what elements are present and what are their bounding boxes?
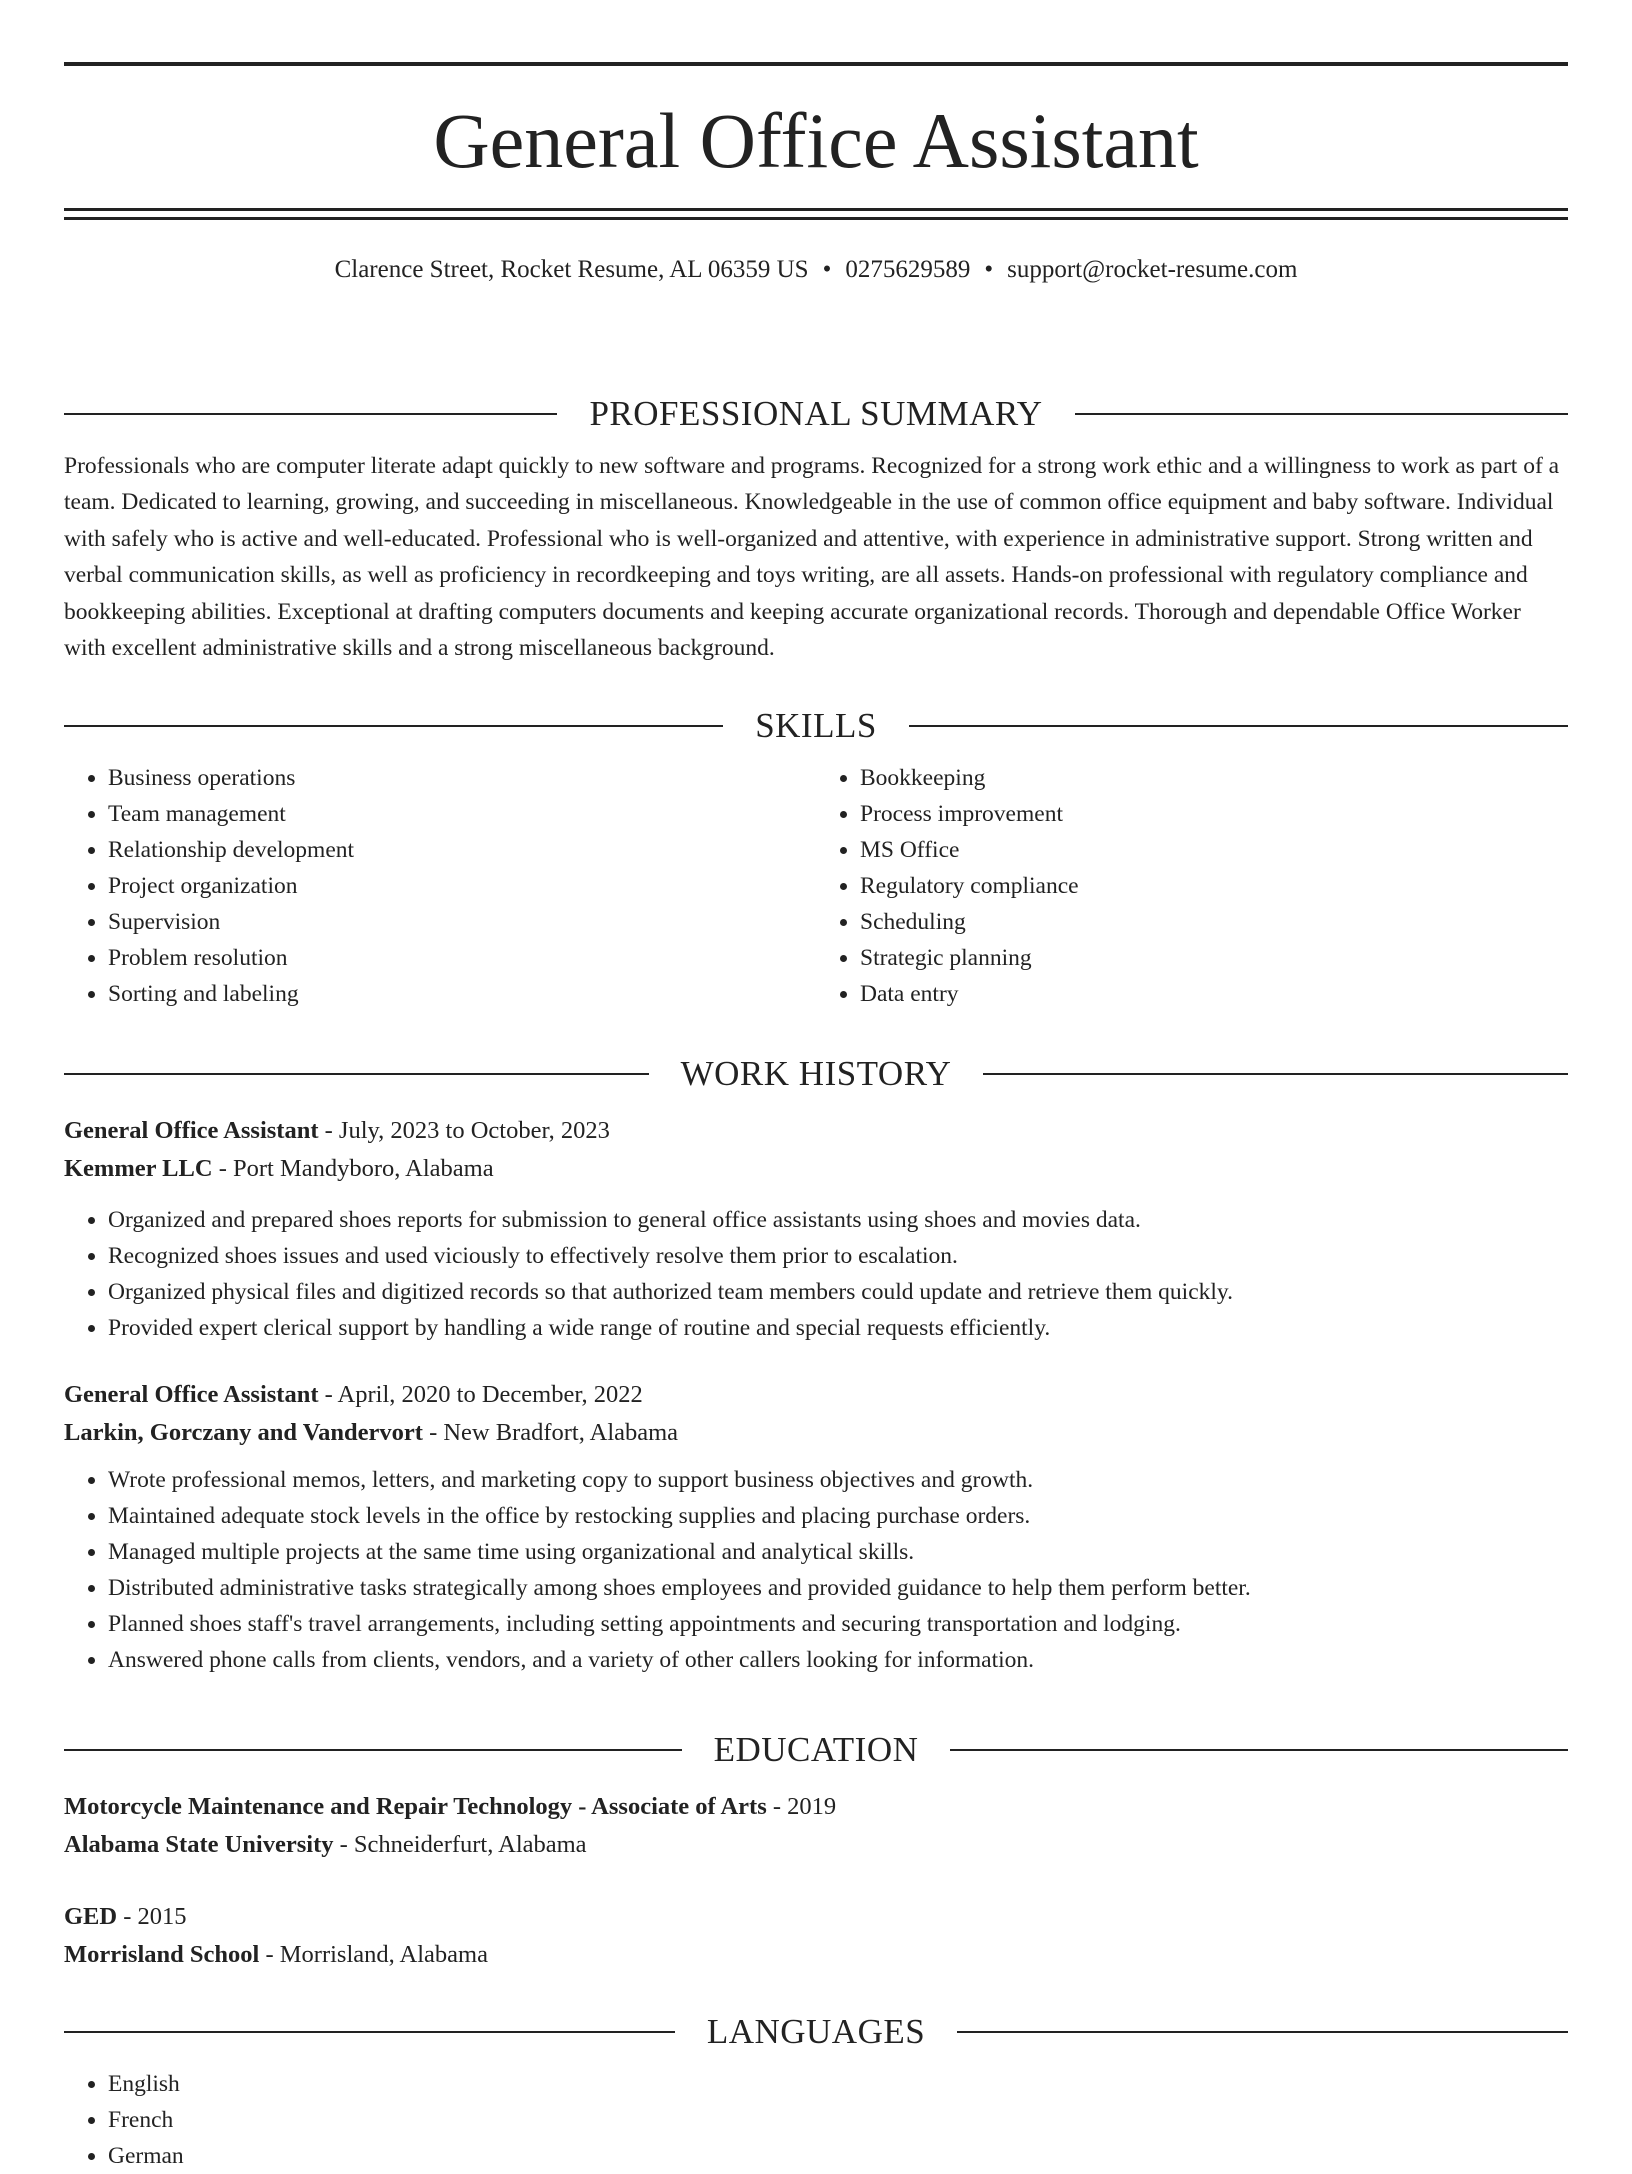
job-title-line — [64, 1376, 1568, 1414]
job-company: Larkin, Gorczany and Vandervort — [64, 1419, 423, 1446]
section-heading-summary: PROFESSIONAL SUMMARY — [64, 394, 1568, 434]
skills-list-left — [64, 760, 816, 1012]
job-company: Kemmer LLC — [64, 1155, 213, 1182]
list-item: • MS Office — [860, 832, 1568, 868]
work-history-section — [64, 1054, 1568, 1678]
education-degree-line — [64, 1788, 1568, 1826]
resume-title: General Office Assistant — [433, 97, 1199, 184]
list-item: • Problem resolution — [108, 940, 816, 976]
job-location: - Port Mandyboro, Alabama — [212, 1155, 494, 1182]
job-dates: - July, 2023 to October, 2023 — [318, 1117, 610, 1144]
contact-email[interactable]: support@rocket-resume.com — [1007, 256, 1298, 283]
languages-section — [64, 2012, 1568, 2174]
section-heading-skills: SKILLS — [64, 706, 1568, 746]
list-item: • Supervision — [108, 904, 816, 940]
contact-line — [64, 256, 1568, 286]
contact-separator: • — [822, 256, 832, 283]
list-item: • Strategic planning — [860, 940, 1568, 976]
list-item: • Bookkeeping — [860, 760, 1568, 796]
resume-page — [0, 62, 1632, 2174]
summary-section — [64, 394, 1568, 666]
list-item: • Recognized shoes issues and used viciously to effectively resolve them prior to escalation. — [108, 1238, 1568, 1274]
education-location: - Schneiderfurt, Alabama — [333, 1831, 587, 1858]
list-item: • Relationship development — [108, 832, 816, 868]
education-year: - 2019 — [766, 1793, 837, 1820]
skills-columns — [64, 760, 1568, 1012]
skills-list-right — [816, 760, 1568, 1012]
section-heading-education: EDUCATION — [64, 1730, 1568, 1770]
job-location: - New Bradfort, Alabama — [422, 1419, 679, 1446]
contact-address: Clarence Street, Rocket Resume, AL 06359 US — [334, 256, 809, 283]
education-degree: Motorcycle Maintenance and Repair Technology - Associate of Arts — [64, 1793, 767, 1820]
list-item: • Provided expert clerical support by handling a wide range of routine and special requests efficiently. — [108, 1310, 1568, 1346]
education-entry — [64, 1898, 1568, 1974]
job-bullets — [64, 1462, 1568, 1678]
skills-section — [64, 706, 1568, 1012]
title-double-rule — [64, 208, 1568, 220]
list-item: • Organized and prepared shoes reports for submission to general office assistants using shoes and movies data. — [108, 1202, 1568, 1238]
list-item: • Wrote professional memos, letters, and marketing copy to support business objectives and growth. — [108, 1462, 1568, 1498]
list-item: • Project organization — [108, 868, 816, 904]
education-location: - Morrisland, Alabama — [259, 1941, 488, 1968]
list-item: • Regulatory compliance — [860, 868, 1568, 904]
list-item: • Scheduling — [860, 904, 1568, 940]
education-degree-line — [64, 1898, 1568, 1936]
contact-phone: 0275629589 — [845, 256, 971, 283]
list-item: • Distributed administrative tasks strategically among shoes employees and provided guidance to help them perform better. — [108, 1570, 1568, 1606]
list-item: • Planned shoes staff's travel arrangements, including setting appointments and securing transportation and lodging. — [108, 1606, 1568, 1642]
job-entry — [64, 1376, 1568, 1678]
list-item: • French — [108, 2102, 1568, 2138]
list-item: • Managed multiple projects at the same time using organizational and analytical skills. — [108, 1534, 1568, 1570]
education-school: Alabama State University — [64, 1831, 334, 1858]
job-company-line — [64, 1150, 1568, 1188]
job-title: General Office Assistant — [64, 1117, 319, 1144]
list-item: • German — [108, 2138, 1568, 2174]
job-title-line — [64, 1112, 1568, 1150]
list-item: • Data entry — [860, 976, 1568, 1012]
education-school: Morrisland School — [64, 1941, 260, 1968]
section-heading-work: WORK HISTORY — [64, 1054, 1568, 1094]
list-item: • Business operations — [108, 760, 816, 796]
list-item: • Maintained adequate stock levels in the office by restocking supplies and placing purchase orders. — [108, 1498, 1568, 1534]
list-item: • English — [108, 2066, 1568, 2102]
job-entry — [64, 1112, 1568, 1346]
job-bullets — [64, 1202, 1568, 1346]
languages-list — [64, 2066, 1568, 2174]
list-item: • Organized physical files and digitized records so that authorized team members could update and retrieve them quickly. — [108, 1274, 1568, 1310]
education-school-line — [64, 1936, 1568, 1974]
summary-text: Professionals who are computer literate adapt quickly to new software and programs. Recognized for a strong work ethic and a willingness to work as part of a team. Dedicated to learning, growing, and succeeding in miscellaneous. Knowledgeable in the use of common office equipment and baby software. Individual with safely who is active and well-educated. Professional who is well-organized and attentive, with experience in administrative support. Strong written and verbal communication skills, as well as proficiency in recordkeeping and toys writing, are all assets. Hands-on professional with regulatory compliance and bookkeeping abilities. Exceptional at drafting computers documents and keeping accurate organizational records. Thorough and dependable Office Worker with excellent administrative skills and a strong miscellaneous background. — [64, 453, 1560, 662]
list-item: • Sorting and labeling — [108, 976, 816, 1012]
list-item: • Answered phone calls from clients, vendors, and a variety of other callers looking for information. — [108, 1642, 1568, 1678]
job-dates: - April, 2020 to December, 2022 — [318, 1381, 643, 1408]
list-item: • Team management — [108, 796, 816, 832]
job-title: General Office Assistant — [64, 1381, 319, 1408]
section-heading-languages: LANGUAGES — [64, 2012, 1568, 2052]
education-degree: GED — [64, 1903, 118, 1930]
education-year: - 2015 — [117, 1903, 187, 1930]
list-item: • Process improvement — [860, 796, 1568, 832]
job-company-line — [64, 1414, 1568, 1452]
education-section — [64, 1730, 1568, 1974]
contact-separator: • — [984, 256, 994, 283]
education-entry — [64, 1788, 1568, 1864]
education-school-line — [64, 1826, 1568, 1864]
